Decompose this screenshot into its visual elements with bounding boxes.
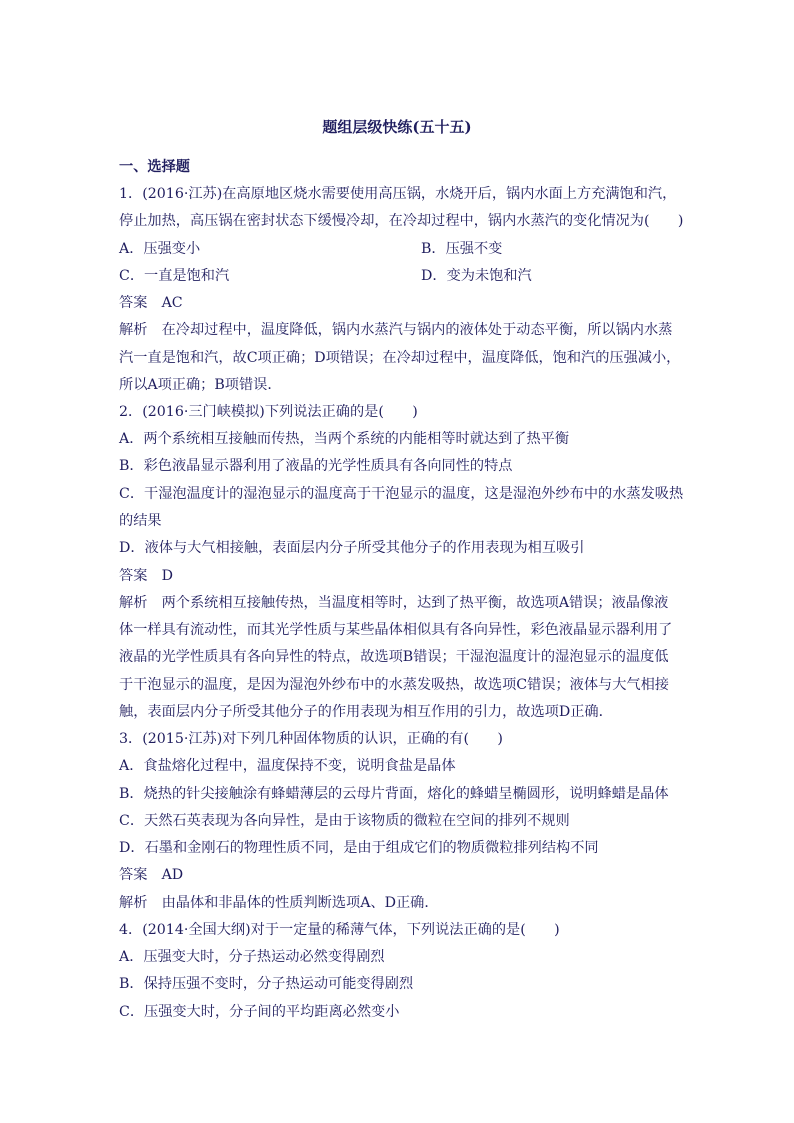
q1-stem-line-2: 停止加热，高压锅在密封状态下缓慢冷却，在冷却过程中，锅内水蒸汽的变化情况为( ) [119,213,684,229]
q1-stem-line-1: 1．(2016·江苏)在高原地区烧水需要使用高压锅，水烧开后，锅内水面上方充满饱和汽， [119,186,677,202]
q2-option-c-line-1: C．干湿泡温度计的湿泡显示的温度高于干泡显示的温度，这是湿泡外纱布中的水蒸发吸热 [119,486,684,502]
page-title: 题组层级快练(五十五) [322,118,472,136]
q3-option-a: A．食盐熔化过程中，温度保持不变，说明食盐是晶体 [119,758,456,774]
q2-stem: 2．(2016·三门峡模拟)下列说法正确的是( ) [119,404,418,420]
q2-analysis-line-2: 体一样具有流动性，而其光学性质与某些晶体相似具有各向异性，彩色液晶显示器利用了 [119,622,673,638]
q4-option-b: B．保持压强不变时，分子热运动可能变得剧烈 [119,976,414,992]
q1-option-b: B．压强不变 [421,241,503,257]
q2-option-c-line-2: 的结果 [119,513,162,529]
q2-analysis-line-5: 触，表面层内分子所受其他分子的作用表现为相互作用的引力，故选项D正确． [119,704,613,720]
q2-answer: 答案 D [119,568,173,584]
q3-option-b: B．烧热的针尖接触涂有蜂蜡薄层的云母片背面，熔化的蜂蜡呈椭圆形，说明蜂蜡是晶体 [119,786,669,802]
q1-option-a: A．压强变小 [119,241,201,257]
q2-analysis-line-3: 液晶的光学性质具有各向异性的特点，故选项B错误；干湿泡温度计的湿泡显示的温度低 [119,649,669,665]
q2-option-d: D．液体与大气相接触，表面层内分子所受其他分子的作用表现为相互吸引 [119,540,585,556]
q1-analysis-line-2: 汽一直是饱和汽，故C项正确；D项错误；在冷却过程中，温度降低，饱和汽的压强减小， [119,350,681,366]
q2-option-b: B．彩色液晶显示器利用了液晶的光学性质具有各向同性的特点 [119,458,513,474]
q2-option-a: A．两个系统相互接触而传热，当两个系统的内能相等时就达到了热平衡 [119,431,570,447]
q1-analysis-line-1: 解析 在冷却过程中，温度降低，锅内水蒸汽与锅内的液体处于动态平衡，所以锅内水蒸 [119,322,673,338]
q3-option-d: D．石墨和金刚石的物理性质不同，是由于组成它们的物质微粒排列结构不同 [119,840,599,856]
q3-analysis: 解析 由晶体和非晶体的性质判断选项A、D正确． [119,895,439,911]
q4-option-a: A．压强变大时，分子热运动必然变得剧烈 [119,949,385,965]
q2-analysis-line-4: 于干泡显示的温度，是因为湿泡外纱布中的水蒸发吸热，故选项C错误；液体与大气相接 [119,677,669,693]
q4-stem: 4．(2014·全国大纲)对于一定量的稀薄气体，下列说法正确的是( ) [119,922,560,938]
q1-analysis-line-3: 所以A项正确；B项错误． [119,377,282,393]
q1-option-c: C．一直是饱和汽 [119,268,230,284]
q1-option-d: D．变为未饱和汽 [421,268,532,284]
q2-analysis-line-1: 解析 两个系统相互接触传热，当温度相等时，达到了热平衡，故选项A错误；液晶像液 [119,595,669,611]
q1-answer: 答案 AC [119,295,183,311]
q3-option-c: C．天然石英表现为各向异性，是由于该物质的微粒在空间的排列不规则 [119,813,570,829]
section-heading: 一、选择题 [119,159,190,175]
q4-option-c: C．压强变大时，分子间的平均距离必然变小 [119,1004,400,1020]
q3-answer: 答案 AD [119,867,184,883]
q3-stem: 3．(2015·江苏)对下列几种固体物质的认识，正确的有( ) [119,731,503,747]
